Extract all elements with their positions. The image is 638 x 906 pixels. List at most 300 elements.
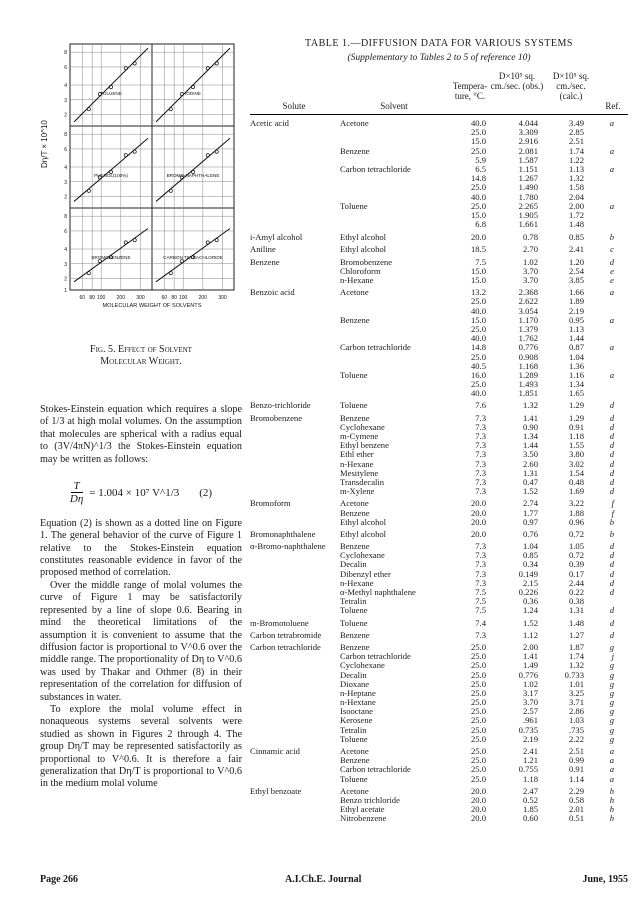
cell-obs: 1.41 (522, 651, 538, 662)
cell-solvent: Benzene (340, 507, 370, 518)
cell-ref: g (609, 715, 614, 726)
x-tick-label: 200 (198, 295, 208, 301)
cell-temperature: 7.4 (475, 617, 486, 628)
cell-calc: 1.20 (568, 256, 584, 267)
cell-solute: Ethyl benzoate (250, 785, 302, 796)
cell-solvent: Carbon tetrachloride (340, 163, 411, 174)
table-row (250, 389, 628, 398)
cell-obs: 0.36 (522, 596, 538, 607)
cell-obs: 2.916 (518, 136, 538, 147)
cell-obs: 1.267 (518, 173, 538, 184)
table-group (250, 233, 628, 242)
table-row (250, 245, 628, 254)
cell-obs: 3.309 (518, 127, 538, 138)
table-row (250, 735, 628, 744)
cell-ref: d (609, 550, 614, 561)
cell-obs: 3.054 (518, 305, 538, 316)
cell-temperature: 40.0 (470, 333, 486, 344)
cell-ref (584, 380, 614, 389)
data-point (109, 85, 112, 88)
cell-solvent: Mesitylene (340, 467, 379, 478)
cell-solute (250, 137, 338, 146)
cell-solute: Benzene (250, 256, 280, 267)
cell-calc: 1.48 (568, 219, 584, 230)
data-point (124, 241, 127, 244)
cell-obs: 2.265 (518, 200, 538, 211)
table-header (250, 71, 628, 115)
cell-temperature: 25.0 (470, 724, 486, 735)
cell-solute (250, 551, 338, 560)
cell-temperature: 7.3 (475, 431, 486, 441)
cell-obs: 0.226 (518, 587, 538, 597)
cell-solvent: Ethyl alcohol (340, 516, 387, 527)
cell-obs: 2.47 (522, 785, 538, 796)
x-tick-label: 300 (218, 295, 227, 301)
cell-temperature: 20.0 (470, 516, 486, 527)
cell-solute (250, 796, 338, 805)
cell-obs: 1.905 (518, 209, 538, 220)
panel-label: CARBON TETRACHLORIDE (163, 254, 223, 260)
table-group (250, 288, 628, 398)
cell-solute (250, 698, 338, 707)
cell-temperature: 7.3 (475, 629, 486, 640)
cell-temperature: 18.5 (470, 244, 486, 255)
cell-solute (250, 362, 338, 371)
cell-ref: g (609, 669, 614, 680)
cell-calc: 1.18 (568, 431, 584, 441)
cell-temperature: 7.6 (475, 400, 486, 411)
cell-calc: 2.22 (568, 733, 584, 744)
cell-calc: 0.99 (568, 755, 584, 766)
cell-obs: 3.70 (522, 275, 538, 285)
cell-obs: 0.34 (522, 559, 538, 570)
x-tick-label: 100 (178, 295, 188, 301)
cell-solute (250, 316, 338, 325)
equation-number: (2) (199, 486, 213, 499)
cell-solute (250, 775, 338, 784)
cell-ref: d (609, 541, 614, 552)
x-tick-label: 200 (116, 295, 126, 301)
cell-obs: 0.52 (522, 794, 538, 805)
cell-ref (584, 128, 614, 137)
cell-calc: 0.96 (568, 516, 584, 527)
cell-calc: 1.74 (568, 651, 584, 662)
table-row (250, 814, 628, 823)
cell-obs: 4.044 (518, 118, 538, 128)
cell-obs: 1.41 (522, 412, 538, 423)
cell-ref: j (611, 651, 614, 662)
cell-ref: d (609, 421, 614, 432)
cell-solvent: Benzene (340, 755, 370, 766)
cell-calc: 1.29 (568, 412, 584, 423)
cell-calc: 0.72 (568, 528, 584, 539)
cell-obs: 2.57 (522, 706, 538, 717)
cell-ref: b (609, 528, 614, 539)
y-tick-label: 1 (64, 288, 67, 294)
panel-label: IODINE (185, 90, 201, 96)
cell-solvent: Chloroform (340, 265, 381, 276)
header-obs: D×10⁵ sq. cm./sec. (obs.) (490, 71, 544, 91)
cell-solvent: Decalin (340, 669, 367, 680)
cell-solute (250, 707, 338, 716)
cell-obs: 1.77 (522, 507, 538, 518)
y-tick-label: 2 (64, 112, 67, 119)
data-point (87, 189, 90, 192)
table-1 (250, 38, 628, 824)
cell-obs: 1.168 (518, 360, 538, 371)
cell-temperature: 7.3 (475, 577, 486, 588)
cell-solute: α-Bromo-naphthalene (250, 541, 326, 552)
cell-solute (250, 509, 338, 518)
cell-solute (250, 325, 338, 334)
equation-numerator: T (71, 480, 83, 493)
cell-solute (250, 487, 338, 496)
header-rule (250, 114, 628, 115)
cell-temperature: 7.3 (475, 467, 486, 478)
cell-temperature: 25.0 (470, 182, 486, 193)
cell-ref (584, 325, 614, 334)
cell-calc: 1.13 (568, 323, 584, 334)
cell-solute: Benzoic acid (250, 287, 295, 298)
cell-ref: a (609, 200, 614, 211)
cell-ref: d (609, 476, 614, 487)
cell-obs: 0.90 (522, 421, 538, 432)
cell-calc: 1.54 (568, 467, 584, 478)
cell-calc: 0.51 (568, 813, 584, 824)
cell-ref: d (609, 605, 614, 616)
cell-obs: 0.78 (522, 232, 538, 243)
cell-obs: 3.50 (522, 449, 538, 460)
cell-temperature: 7.3 (475, 559, 486, 570)
cell-obs: 0.85 (522, 550, 538, 561)
cell-solvent: Carbon tetrachloride (340, 764, 411, 775)
cell-solvent: Acetone (340, 118, 369, 128)
cell-calc: 3.49 (568, 118, 584, 128)
cell-calc: 1.74 (568, 145, 584, 156)
page-number: Page 266 (40, 874, 79, 885)
cell-ref: g (609, 641, 614, 652)
cell-calc: 3.25 (568, 687, 584, 698)
cell-obs: 0.776 (518, 669, 538, 680)
cell-obs: 1.02 (522, 256, 538, 267)
y-tick-label: 3 (64, 179, 67, 186)
cell-solute (250, 478, 338, 487)
x-axis-label: MOLECULAR WEIGHT OF SOLVENTS (102, 303, 202, 309)
cell-ref: h (609, 813, 614, 824)
cell-calc: 1.36 (568, 360, 584, 371)
figure-caption (40, 344, 242, 368)
cell-solvent: n-Hextane (340, 697, 376, 708)
cell-temperature: 7.3 (475, 412, 486, 423)
cell-temperature: 25.0 (470, 145, 486, 156)
cell-ref: g (609, 724, 614, 735)
cell-ref: a (609, 287, 614, 298)
cell-temperature: 20.0 (470, 785, 486, 796)
cell-ref (584, 183, 614, 192)
cell-obs: 1.780 (518, 191, 538, 202)
figure-y-label: Dη/T × 10^10 (40, 120, 49, 168)
table-group (250, 619, 628, 628)
cell-solvent: Cyclohexane (340, 550, 385, 561)
table-group (250, 401, 628, 410)
table-group (250, 542, 628, 616)
cell-calc: 0.95 (568, 314, 584, 325)
data-point (191, 85, 194, 88)
paragraph-4: To explore the molal volume effect in nonaqueous systems several solvents were studied as shown in Figures 2 through 4. The group Dη/T may be represented satisfactorily as proportional to V^0.6. It is therefore a fair generalization that Dη/T is proportional to V^0.6 in the medium molal volume (40, 703, 242, 790)
cell-temperature: 25.0 (470, 641, 486, 652)
cell-calc: 1.32 (568, 660, 584, 671)
cell-solvent: Toluene (340, 369, 368, 380)
cell-solute (250, 689, 338, 698)
cell-temperature: 16.0 (470, 369, 486, 380)
cell-solute: Bromonaphthalene (250, 528, 316, 539)
cell-ref: d (609, 467, 614, 478)
cell-solute (250, 297, 338, 306)
cell-solvent (338, 128, 450, 137)
cell-solute (250, 518, 338, 527)
cell-solvent: Benzene (340, 641, 370, 652)
issue-date: June, 1955 (582, 874, 628, 885)
cell-temperature: 15.0 (470, 265, 486, 276)
cell-ref: d (609, 486, 614, 497)
cell-temperature: 25.0 (470, 351, 486, 362)
cell-solvent (338, 174, 450, 183)
y-tick-label: 8 (64, 50, 67, 57)
cell-ref: d (609, 559, 614, 570)
y-tick-label: 3 (64, 97, 67, 104)
cell-calc: 1.05 (568, 541, 584, 552)
cell-obs: 2.74 (522, 498, 538, 509)
cell-ref (584, 211, 614, 220)
cell-temperature: 7.3 (475, 449, 486, 460)
cell-solute (250, 423, 338, 432)
y-tick-label: 2 (64, 194, 67, 201)
cell-solvent: Ethyl alcohol (340, 528, 387, 539)
cell-solute (250, 389, 338, 398)
table-row (250, 518, 628, 527)
cell-ref (584, 297, 614, 306)
cell-calc: 1.48 (568, 617, 584, 628)
cell-obs: 3.17 (522, 687, 538, 698)
cell-calc: 1.32 (568, 173, 584, 184)
journal-name: A.I.Ch.E. Journal (285, 874, 362, 885)
cell-calc: 1.14 (568, 773, 584, 784)
cell-solute: Carbon tetrabromide (250, 629, 322, 640)
cell-temperature: 25.0 (470, 296, 486, 307)
cell-solute (250, 147, 338, 156)
cell-ref: f (611, 507, 614, 518)
cell-ref: h (609, 785, 614, 796)
cell-solute: Bromobenzene (250, 412, 303, 423)
equation-2 (40, 480, 242, 506)
cell-temperature: 20.0 (470, 498, 486, 509)
cell-obs: 0.97 (522, 516, 538, 527)
cell-solvent: Benzene (340, 145, 370, 156)
cell-obs: 2.368 (518, 287, 538, 298)
cell-temperature: 15.0 (470, 314, 486, 325)
cell-ref (584, 220, 614, 229)
cell-solvent: α-Methyl naphthalene (340, 587, 416, 597)
paragraph-1: Stokes-Einstein equation which requires a slope of 1/3 at high molal volumes. On the assumption that molecules are spherical with a radius equal to (3V/4πN)^1/3 the Stokes-Einstein equation may be written as follows: (40, 404, 242, 465)
cell-temperature: 25.0 (470, 651, 486, 662)
cell-ref: d (609, 256, 614, 267)
x-tick-label: 80 (89, 295, 95, 301)
panel-label: BROMOBENZENE (91, 254, 131, 260)
table-row (250, 401, 628, 410)
cell-calc: 2.04 (568, 191, 584, 202)
cell-temperature: 7.5 (475, 587, 486, 597)
cell-calc: 3.71 (568, 697, 584, 708)
cell-temperature: 6.8 (475, 219, 486, 230)
cell-obs: 1.493 (518, 379, 538, 390)
cell-solvent: Tetralin (340, 724, 367, 735)
y-tick-label: 8 (64, 214, 67, 221)
table-row (250, 220, 628, 229)
data-point (206, 154, 209, 157)
cell-obs: 1.21 (522, 755, 538, 766)
cell-obs: 1.851 (518, 388, 538, 399)
cell-obs: 1.02 (522, 678, 538, 689)
data-point (133, 150, 136, 153)
table-group (250, 499, 628, 527)
figure-5-plot (50, 40, 242, 336)
cell-solvent (338, 389, 450, 398)
cell-solute: Cinnamic acid (250, 746, 300, 756)
cell-solute (250, 570, 338, 579)
cell-solvent: Nitrobenzene (340, 813, 387, 824)
cell-solvent: m-Xylene (340, 486, 375, 497)
body-text (40, 404, 242, 791)
cell-solvent: n-Hexane (340, 458, 374, 469)
cell-solute (250, 716, 338, 725)
cell-calc: 1.01 (568, 678, 584, 689)
cell-obs: 1.151 (518, 163, 538, 174)
cell-calc: 2.85 (568, 127, 584, 138)
cell-solvent: Acetone (340, 785, 369, 796)
cell-solute (250, 165, 338, 174)
cell-solvent (338, 220, 450, 229)
cell-solute (250, 343, 338, 352)
cell-calc: 1.89 (568, 296, 584, 307)
cell-calc: 2.51 (568, 136, 584, 147)
cell-obs: 1.379 (518, 323, 538, 334)
table-group (250, 530, 628, 539)
cell-temperature: 7.3 (475, 568, 486, 579)
cell-solute (250, 597, 338, 606)
cell-solvent: Decalin (340, 559, 367, 570)
cell-calc: 0.91 (568, 764, 584, 775)
cell-solvent (338, 325, 450, 334)
cell-solute (250, 805, 338, 814)
cell-ref: d (609, 568, 614, 579)
cell-solute (250, 652, 338, 661)
cell-obs: 2.622 (518, 296, 538, 307)
cell-ref: a (609, 163, 614, 174)
cell-temperature: 7.5 (475, 596, 486, 607)
data-point (169, 272, 172, 275)
cell-obs: 0.47 (522, 476, 538, 487)
cell-solute (250, 735, 338, 744)
cell-solvent: Ethyl acetate (340, 804, 385, 815)
cell-obs: 1.52 (522, 486, 538, 497)
cell-solute (250, 267, 338, 276)
cell-obs: 2.70 (522, 244, 538, 255)
cell-ref: a (609, 369, 614, 380)
cell-solute (250, 334, 338, 343)
cell-obs: 0.76 (522, 528, 538, 539)
table-group (250, 643, 628, 744)
cell-ref: c (610, 244, 614, 255)
cell-solute: Bromoform (250, 498, 291, 509)
cell-solute (250, 202, 338, 211)
table-row (250, 606, 628, 615)
cell-solvent (338, 353, 450, 362)
cell-ref: d (609, 412, 614, 423)
y-tick-label: 6 (64, 146, 67, 153)
cell-solvent: Cyclohexane (340, 421, 385, 432)
cell-solute (250, 380, 338, 389)
cell-calc: 2.19 (568, 305, 584, 316)
cell-solvent: Isooctane (340, 706, 373, 717)
cell-calc: 2.01 (568, 804, 584, 815)
cell-calc: 1.69 (568, 486, 584, 497)
cell-temperature: 25.0 (470, 746, 486, 756)
table-row (250, 487, 628, 496)
table-group (250, 787, 628, 824)
cell-ref (584, 353, 614, 362)
cell-temperature: 25.0 (470, 669, 486, 680)
cell-solute (250, 661, 338, 670)
cell-obs: 1.52 (522, 617, 538, 628)
cell-temperature: 40.5 (470, 360, 486, 371)
cell-solvent: Acetone (340, 498, 369, 509)
equation-rhs: = 1.004 × 10⁷ V^1/3 (89, 486, 180, 499)
cell-ref: a (609, 764, 614, 775)
cell-ref (584, 389, 614, 398)
table-group (250, 119, 628, 229)
cell-temperature: 20.0 (470, 232, 486, 243)
y-tick-label: 4 (64, 247, 67, 253)
cell-temperature: 20.0 (470, 813, 486, 824)
data-point (215, 150, 218, 153)
cell-solvent (338, 211, 450, 220)
cell-calc: 1.58 (568, 182, 584, 193)
cell-solute (250, 183, 338, 192)
y-tick-label: 6 (64, 228, 67, 235)
table-row (250, 619, 628, 628)
cell-obs: 1.587 (518, 154, 538, 165)
data-point (87, 272, 90, 275)
cell-temperature: 40.0 (470, 118, 486, 128)
cell-obs: 1.85 (522, 804, 538, 815)
y-tick-label: 4 (64, 83, 67, 89)
cell-calc: 1.55 (568, 440, 584, 451)
cell-solute (250, 432, 338, 441)
cell-calc: 1.72 (568, 209, 584, 220)
cell-calc: 3.22 (568, 498, 584, 509)
cell-solvent: Dioxane (340, 678, 370, 689)
cell-solute (250, 680, 338, 689)
cell-calc: 0.39 (568, 559, 584, 570)
cell-ref: d (609, 629, 614, 640)
cell-temperature: 25.0 (470, 764, 486, 775)
table-group (250, 747, 628, 784)
cell-calc: 1.34 (568, 379, 584, 390)
y-tick-label: 3 (64, 261, 67, 268)
cell-solute (250, 193, 338, 202)
cell-solvent: Cyclohexane (340, 660, 385, 671)
cell-temperature: 7.3 (475, 550, 486, 561)
